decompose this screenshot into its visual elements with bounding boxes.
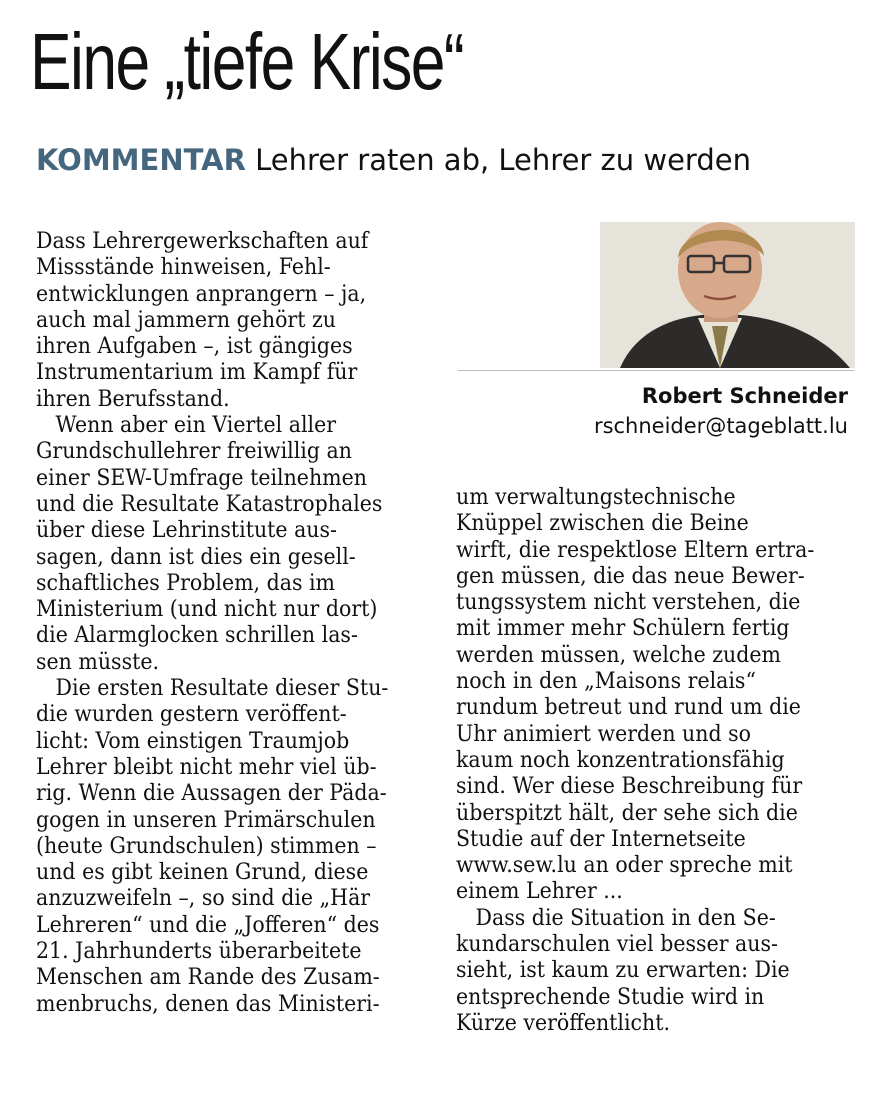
text-line: entwicklungen anprangern – ja, (36, 280, 367, 307)
text-line: um verwaltungstechnische (456, 484, 736, 510)
text-line: gogen in unseren Primärschulen (36, 806, 376, 833)
text-line: sieht, ist kaum zu erwarten: Die (456, 957, 790, 984)
subheadline: Lehrer raten ab, Lehrer zu werden (255, 143, 751, 177)
headline: Eine „tiefe Krise“ (30, 17, 464, 106)
text-line: über diese Lehrinstitute aus- (36, 517, 337, 544)
text-line: auch mal jammern gehört zu (36, 306, 337, 333)
text-line: schaftliches Problem, das im (36, 569, 336, 596)
text-line: rig. Wenn die Aussagen der Päda- (36, 780, 387, 807)
text-line: die wurden gestern veröffent- (36, 701, 347, 728)
text-line: www.sew.lu an oder spreche mit (456, 852, 793, 879)
text-line: kaum noch konzentrationsfähig (456, 746, 785, 773)
text-line: Kürze veröffentlicht. (456, 1009, 671, 1036)
text-line: Studie auf der Internetseite (456, 825, 746, 852)
author-portrait-image (600, 222, 855, 368)
text-line: einem Lehrer ... (456, 878, 623, 905)
text-line: 21. Jahrhunderts überarbeitete (36, 938, 362, 965)
text-line: mit immer mehr Schülern fertig (456, 615, 790, 642)
text-line: Knüppel zwischen die Beine (456, 510, 749, 537)
text-line: Die ersten Resultate dieser Stu- (36, 675, 389, 702)
text-line: und die Resultate Katastrophales (36, 490, 383, 517)
text-line: (heute Grundschulen) stimmen – (36, 832, 377, 859)
text-line: einer SEW-Umfrage teilnehmen (36, 464, 367, 491)
text-line: sagen, dann ist dies ein gesell- (36, 543, 356, 570)
text-line: Grundschullehrer freiwillig an (36, 438, 352, 465)
subheadline-line (36, 143, 751, 177)
text-line: sen müsste. (36, 648, 160, 675)
text-line: anzuzweifeln –, so sind die „Här (36, 885, 371, 912)
text-line: tungssystem nicht verstehen, die (456, 589, 801, 616)
text-line: Missstände hinweisen, Fehl- (36, 254, 331, 281)
text-line: Dass Lehrergewerkschaften auf (36, 228, 369, 254)
text-line: noch in den „Maisons relais“ (456, 668, 756, 695)
text-line: sind. Wer diese Beschreibung für (456, 773, 803, 800)
text-line: Menschen am Rande des Zusam- (36, 964, 380, 991)
text-line: licht: Vom einstigen Traumjob (36, 727, 350, 754)
text-line: rundum betreut und rund um die (456, 694, 801, 721)
text-line: Instrumentarium im Kampf für (36, 359, 358, 386)
text-line: Lehrer bleibt nicht mehr viel üb- (36, 753, 377, 780)
text-line: Uhr animiert werden und so (456, 720, 752, 747)
text-line: entsprechende Studie wird in (456, 983, 765, 1010)
text-line: und es gibt keinen Grund, diese (36, 859, 369, 886)
author-name: Robert Schneider (641, 384, 848, 408)
text-line: Ministerium (und nicht nur dort) (36, 596, 378, 623)
article-column-left (36, 228, 388, 1017)
text-line: überspitzt hält, der sehe sich die (456, 799, 798, 826)
text-line: menbruchs, denen das Ministeri- (36, 990, 380, 1017)
text-line: wirft, die respektlose Eltern ertra- (456, 536, 815, 563)
text-line: ihren Berufsstand. (36, 385, 230, 412)
author-photo (600, 222, 855, 368)
photo-divider (458, 370, 854, 371)
text-line: Lehreren“ und die „Jofferen“ des (36, 911, 380, 938)
author-email[interactable]: rschneider@tageblatt.lu (593, 414, 848, 438)
text-line: ihren Aufgaben –, ist gängiges (36, 333, 353, 360)
text-line: gen müssen, die das neue Bewer- (456, 562, 805, 589)
article-column-right (456, 484, 814, 1036)
text-line: die Alarmglocken schrillen las- (36, 622, 358, 649)
kicker-label: KOMMENTAR (36, 143, 246, 177)
text-line: kundarschulen viel besser aus- (456, 931, 778, 958)
text-line: Dass die Situation in den Se- (456, 904, 776, 931)
text-line: Wenn aber ein Viertel aller (36, 412, 337, 439)
text-line: werden müssen, welche zudem (456, 641, 781, 668)
